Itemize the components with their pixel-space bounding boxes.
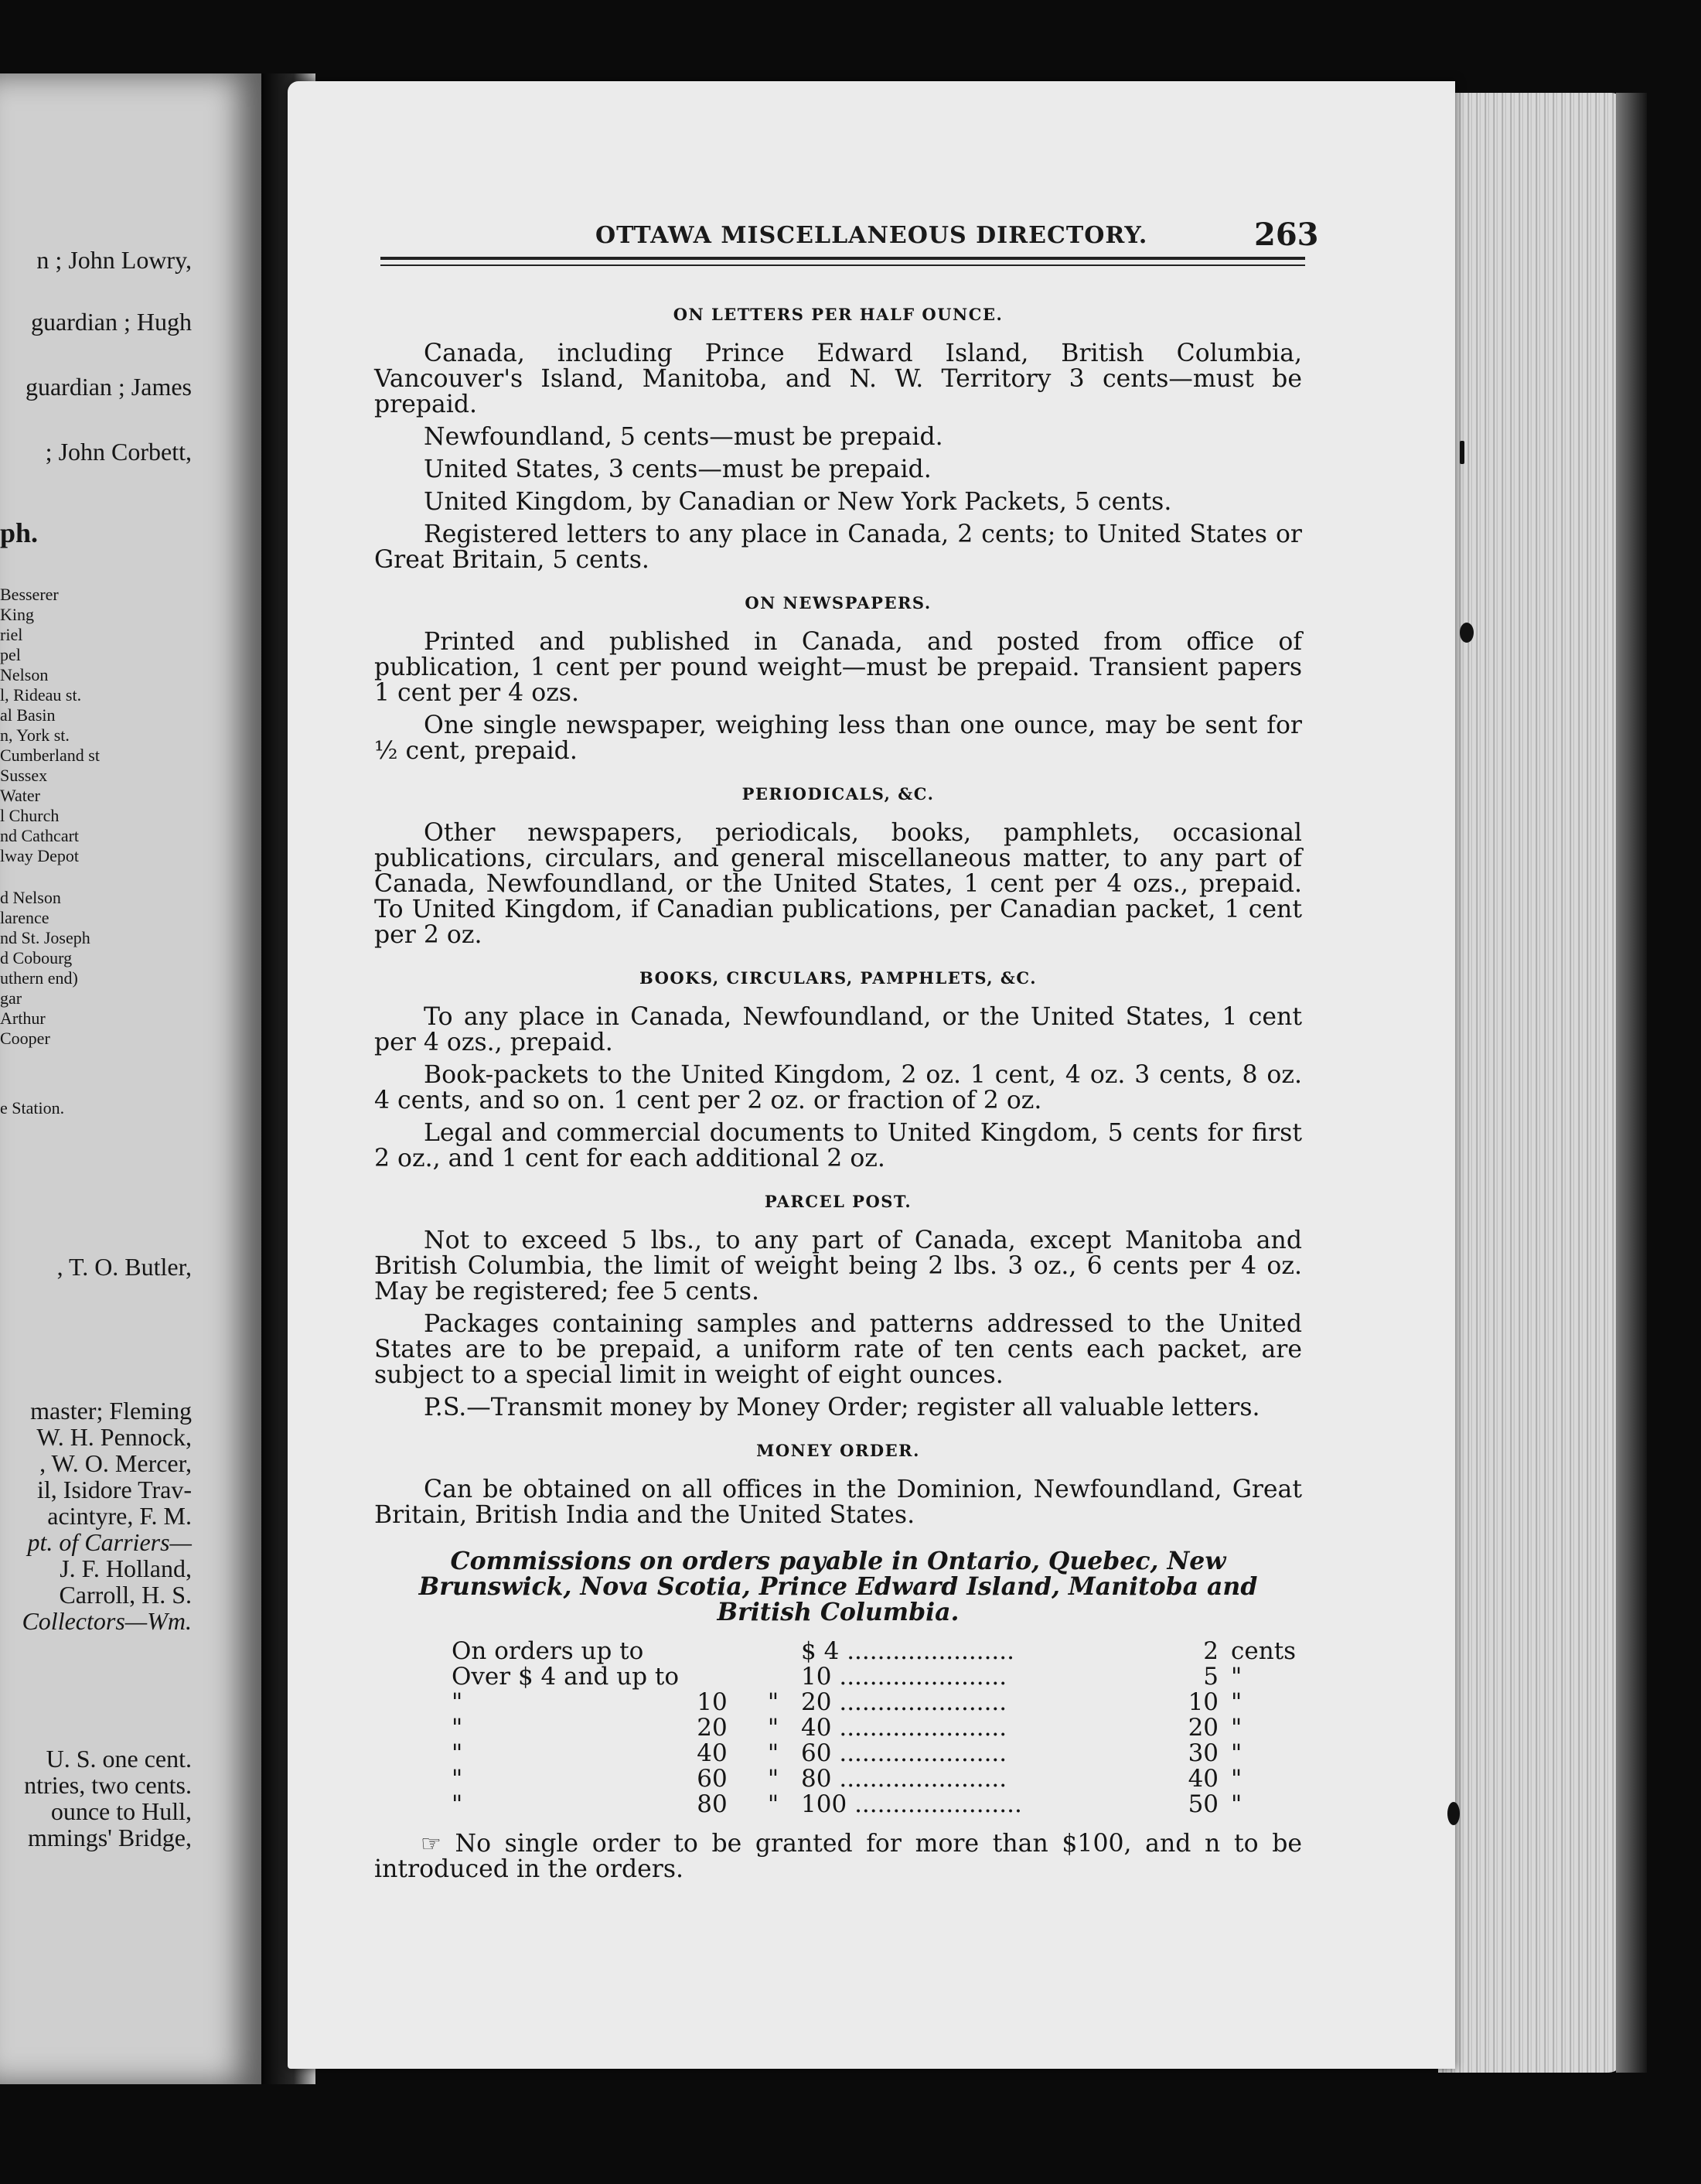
paragraph: United States, 3 cents—must be prepaid.	[424, 456, 932, 483]
header-rule-thin	[380, 264, 1305, 266]
commission-ditto: "	[767, 1790, 779, 1818]
paragraph: Other newspapers, periodicals, books, pamphlets, occasional publications, circulars, and general miscellaneous matter, to any part of Canada, Newfoundland, or the United States, 1 cent per 4 ozs., prepaid. To United Kingdom, if Canadian publications, per Canadian packet, 1 cent per 2 oz.	[374, 819, 1302, 949]
commission-upto-amount-text: $ 4	[801, 1637, 840, 1665]
commission-ditto: "	[767, 1688, 779, 1716]
left-page-line: il, Isidore Trav-	[37, 1476, 192, 1503]
left-page-line: ounce to Hull,	[50, 1797, 192, 1825]
commission-from-amount: 60	[697, 1765, 728, 1793]
commission-row	[452, 1639, 1296, 1664]
commission-from-label: "	[452, 1714, 463, 1742]
left-page-line: nd St. Joseph	[0, 928, 90, 947]
paragraph: Printed and published in Canada, and posted from office of publication, 1 cent per pound weight—must be prepaid. Transient papers 1 cent per 4 ozs.	[374, 628, 1302, 707]
page-number: 263	[1254, 217, 1319, 253]
leader-dots: ......................	[839, 1688, 1007, 1716]
leader-dots: ......................	[839, 1663, 1007, 1691]
paragraph: P.S.—Transmit money by Money Order; register all valuable letters.	[424, 1394, 1260, 1421]
commission-fee: 30	[1188, 1739, 1219, 1767]
commission-from-label: "	[452, 1765, 463, 1793]
section-heading: BOOKS, CIRCULARS, PAMPHLETS, &C.	[639, 968, 1038, 988]
left-page-line: guardian ; Hugh	[31, 308, 192, 336]
commission-upto-amount	[801, 1639, 1172, 1664]
final-note-text: No single order to be granted for more than $100, and n to be introduced in the orders.	[374, 1830, 1302, 1883]
page-content	[374, 295, 1302, 1889]
commission-row	[452, 1690, 1296, 1715]
commission-fee: 50	[1188, 1790, 1219, 1818]
paragraph: To any place in Canada, Newfoundland, or the United States, 1 cent per 4 ozs., prepaid.	[374, 1003, 1302, 1056]
commission-unit: cents	[1231, 1637, 1297, 1665]
commission-from-amount: 10	[697, 1688, 728, 1716]
commission-from-amount	[679, 1664, 745, 1690]
left-page-line: riel	[0, 625, 23, 644]
paragraph: Canada, including Prince Edward Island, British Columbia, Vancouver's Island, Manitoba, and N. W. Territory 3 cents—must be prepaid.	[374, 340, 1302, 418]
left-page-line: larence	[0, 908, 49, 927]
commission-from-label: Over $ 4 and up to	[452, 1663, 680, 1691]
leader-dots: ......................	[847, 1637, 1014, 1665]
commission-upto-amount-text: 60	[801, 1739, 832, 1767]
commission-fee: 40	[1188, 1765, 1219, 1793]
left-page-line: d Cobourg	[0, 948, 73, 967]
section-heading: PARCEL POST.	[764, 1192, 912, 1211]
left-page-line: uthern end)	[0, 968, 78, 988]
commission-fee: 10	[1188, 1688, 1219, 1716]
left-page-line: Cumberland st	[0, 746, 100, 765]
leader-dots: ......................	[839, 1765, 1007, 1793]
paragraph: Legal and commercial documents to United Kingdom, 5 cents for first 2 oz., and 1 cent for each additional 2 oz.	[374, 1119, 1302, 1172]
commission-from-label: On orders up to	[452, 1637, 644, 1665]
left-page-line: pt. of Carriers—	[27, 1528, 192, 1556]
ink-speck	[1460, 623, 1474, 643]
left-page-line: Sussex	[0, 766, 48, 785]
commission-ditto: "	[767, 1714, 779, 1742]
paragraph: Not to exceed 5 lbs., to any part of Canada, except Manitoba and British Columbia, the limit of weight being 2 lbs. 3 oz., 6 cents per 4 oz. May be registered; fee 5 cents.	[374, 1227, 1302, 1305]
commission-from-label: "	[452, 1688, 463, 1716]
left-page-line: e Station.	[0, 1098, 65, 1118]
leader-dots: ......................	[839, 1739, 1007, 1767]
left-page-line: n ; John Lowry,	[36, 246, 192, 274]
section-heading: MONEY ORDER.	[756, 1441, 920, 1460]
left-page-line: lway Depot	[0, 846, 80, 865]
commission-row	[452, 1664, 1296, 1690]
left-page-line: guardian ; James	[25, 373, 192, 401]
left-page-line: Water	[0, 786, 40, 805]
commission-upto-amount	[801, 1792, 1172, 1817]
paragraph: Packages containing samples and patterns addressed to the United States are to be prepaid, a uniform rate of ten cents each packet, are subject to a special limit in weight of eight ounces.	[374, 1310, 1302, 1389]
commission-unit: "	[1231, 1790, 1243, 1818]
commission-row	[452, 1715, 1296, 1741]
left-page-line: Nelson	[0, 665, 49, 684]
commission-from-amount	[679, 1639, 745, 1664]
left-page-line: gar	[0, 988, 22, 1008]
pointing-hand-icon: ☞	[421, 1831, 441, 1858]
commission-fee: 2	[1203, 1637, 1219, 1665]
commission-upto-amount	[801, 1715, 1172, 1741]
commission-row	[452, 1766, 1296, 1792]
commission-from-label: "	[452, 1790, 463, 1818]
commission-upto-amount-text: 20	[801, 1688, 832, 1716]
ink-speck	[1460, 441, 1464, 464]
left-page-line: King	[0, 605, 34, 624]
commission-unit: "	[1231, 1714, 1243, 1742]
paragraph: Book-packets to the United Kingdom, 2 oz. 1 cent, 4 oz. 3 cents, 8 oz. 4 cents, and so on. 1 cent per 2 oz. or fraction of 2 oz.	[374, 1061, 1302, 1114]
commission-ditto	[745, 1664, 801, 1690]
left-page-line: , W. O. Mercer,	[39, 1449, 192, 1477]
left-page-line: nd Cathcart	[0, 826, 80, 845]
commission-ditto: "	[767, 1765, 779, 1793]
commission-ditto	[745, 1639, 801, 1664]
commission-from-amount: 40	[697, 1739, 728, 1767]
leader-dots: ......................	[839, 1714, 1007, 1742]
header-rule-thick	[380, 257, 1305, 260]
left-page-line: pel	[0, 645, 21, 664]
commission-upto-amount	[801, 1741, 1172, 1766]
commission-table	[452, 1639, 1296, 1817]
final-note	[374, 1831, 1302, 1882]
commission-fee: 5	[1203, 1663, 1219, 1691]
commissions-note: Commissions on orders payable in Ontario, Quebec, New Brunswick, Nova Scotia, Prince Edward Island, Manitoba and British Columbia.	[418, 1547, 1258, 1626]
commission-row	[452, 1741, 1296, 1766]
left-page-line: J. F. Holland,	[60, 1554, 192, 1582]
commission-row	[452, 1792, 1296, 1817]
commission-unit: "	[1231, 1663, 1243, 1691]
section-heading: PERIODICALS, &C.	[741, 784, 935, 804]
commission-upto-amount	[801, 1664, 1172, 1690]
paragraph: Newfoundland, 5 cents—must be prepaid.	[424, 423, 943, 451]
section-heading: ON NEWSPAPERS.	[745, 593, 932, 613]
left-page-line: U. S. one cent.	[46, 1745, 192, 1773]
commission-upto-amount-text: 100	[801, 1790, 847, 1818]
left-facing-page	[0, 73, 261, 2084]
left-page-line: Collectors—Wm.	[22, 1607, 192, 1635]
left-page-line: al Basin	[0, 705, 56, 725]
left-page-line: n, York st.	[0, 725, 70, 745]
commission-upto-amount	[801, 1766, 1172, 1792]
left-page-line: , T. O. Butler,	[56, 1253, 192, 1281]
left-page-line: W. H. Pennock,	[36, 1423, 192, 1451]
left-page-line: Besserer	[0, 585, 59, 604]
ink-speck	[1447, 1802, 1460, 1825]
paragraph: Registered letters to any place in Canada, 2 cents; to United States or Great Britain, 5 cents.	[374, 520, 1302, 574]
leader-dots: ......................	[854, 1790, 1022, 1818]
commission-upto-amount	[801, 1690, 1172, 1715]
left-page-line: Cooper	[0, 1029, 50, 1048]
commission-from-amount: 80	[697, 1790, 728, 1818]
commission-from-amount: 20	[697, 1714, 728, 1742]
left-page-line: l, Rideau st.	[0, 685, 82, 705]
commission-from-label: "	[452, 1739, 463, 1767]
left-page-line: Arthur	[0, 1008, 46, 1028]
paragraph: United Kingdom, by Canadian or New York Packets, 5 cents.	[424, 488, 1172, 516]
left-page-line: acintyre, F. M.	[47, 1502, 192, 1530]
commission-unit: "	[1231, 1688, 1243, 1716]
section-heading: ON LETTERS PER HALF OUNCE.	[673, 305, 1004, 324]
left-page-line: mmings' Bridge,	[28, 1824, 192, 1851]
commission-unit: "	[1231, 1739, 1243, 1767]
left-page-line: ph.	[0, 517, 39, 548]
left-page-line: d Nelson	[0, 888, 61, 907]
commission-upto-amount-text: 80	[801, 1765, 832, 1793]
commission-unit: "	[1231, 1765, 1243, 1793]
commission-ditto: "	[767, 1739, 779, 1767]
left-page-line: master; Fleming	[30, 1397, 192, 1425]
commission-upto-amount-text: 40	[801, 1714, 832, 1742]
running-title: OTTAWA MISCELLANEOUS DIRECTORY.	[595, 222, 1148, 249]
left-page-line: Carroll, H. S.	[59, 1581, 192, 1609]
commission-upto-amount-text: 10	[801, 1663, 832, 1691]
page-edges	[1438, 93, 1624, 2073]
left-page-line: ntries, two cents.	[24, 1771, 192, 1799]
paragraph: Can be obtained on all offices in the Dominion, Newfoundland, Great Britain, British India and the United States.	[374, 1476, 1302, 1529]
paragraph: One single newspaper, weighing less than one ounce, may be sent for ½ cent, prepaid.	[374, 712, 1302, 765]
left-page-line: ; John Corbett,	[45, 438, 192, 466]
left-page-line: l Church	[0, 806, 60, 825]
commission-fee: 20	[1188, 1714, 1219, 1742]
